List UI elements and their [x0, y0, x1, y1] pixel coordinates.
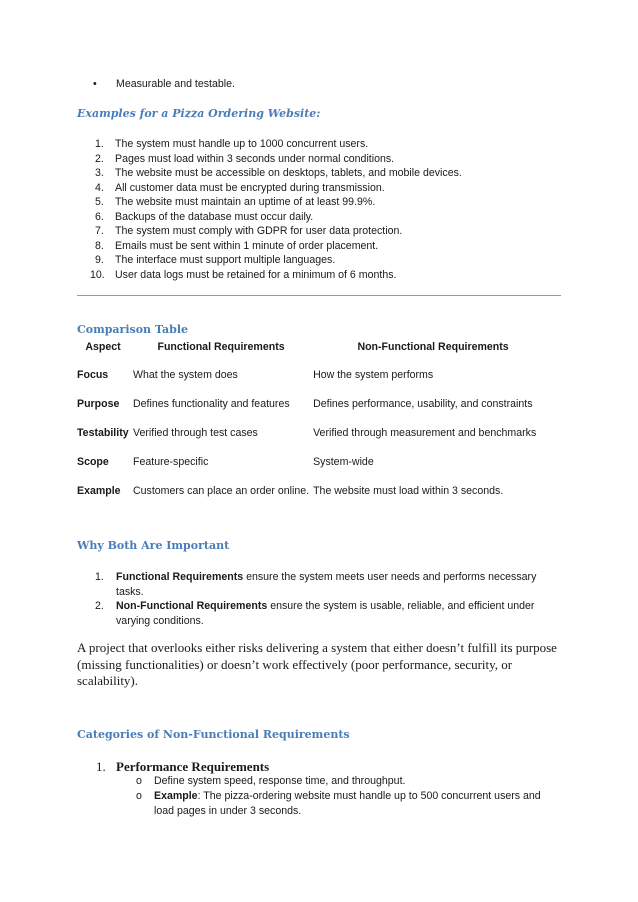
- list-item: [77, 152, 557, 167]
- table-cell-aspect: Testability: [77, 427, 129, 439]
- column-header-non-functional: Non-Functional Requirements: [357, 341, 509, 353]
- why-item: [116, 599, 556, 628]
- horizontal-divider: [77, 295, 561, 296]
- sub-item-label: Example: [154, 790, 198, 802]
- list-item: [77, 210, 557, 225]
- bullet-text: Measurable and testable.: [116, 78, 235, 90]
- why-item-bold: Non-Functional Requirements: [116, 600, 268, 612]
- table-cell-functional: Verified through test cases: [133, 427, 258, 439]
- why-item-text: ensure the system meets user needs and performs necessary: [243, 571, 537, 583]
- table-cell-functional: Customers can place an order online.: [133, 485, 310, 497]
- table-cell-non-functional: Verified through measurement and benchmarks: [313, 427, 537, 439]
- table-cell-functional: What the system does: [133, 369, 238, 381]
- list-item: [77, 224, 557, 239]
- why-item: [116, 570, 556, 599]
- list-text: Emails must be sent within 1 minute of order placement.: [115, 239, 379, 252]
- table-cell-aspect: Purpose: [77, 398, 120, 410]
- list-number: 3.: [95, 167, 104, 179]
- column-header-functional: Functional Requirements: [157, 341, 285, 353]
- why-item-text: ensure the system is usable, reliable, and efficient under: [267, 600, 535, 612]
- why-item-bold: Functional Requirements: [116, 571, 244, 583]
- table-row: [75, 427, 555, 456]
- category-title: Performance Requirements: [116, 759, 270, 774]
- sub-item: [154, 789, 554, 818]
- table-cell-aspect: Scope: [77, 456, 109, 468]
- list-text: The website must maintain an uptime of at least 99.9%.: [115, 196, 376, 208]
- table-cell-non-functional: How the system performs: [313, 369, 434, 381]
- table-cell-non-functional: System-wide: [313, 456, 374, 468]
- list-number: 6.: [95, 210, 104, 223]
- list-item: [77, 195, 557, 210]
- examples-list: [77, 137, 557, 282]
- paragraph-line: scalability).: [77, 673, 139, 688]
- table-row: [75, 369, 555, 398]
- list-number: 7.: [95, 225, 104, 237]
- sub-item-text: Define system speed, response time, and throughput.: [154, 775, 406, 787]
- list-text: The interface must support multiple languages.: [115, 254, 336, 266]
- column-header-aspect: Aspect: [85, 341, 121, 353]
- why-item-number: 1.: [95, 571, 104, 583]
- list-text: Backups of the database must occur daily.: [115, 210, 314, 223]
- list-item: [77, 239, 557, 254]
- bullet-symbol: •: [93, 78, 97, 90]
- categories-heading: Categories of Non-Functional Requirements: [77, 728, 350, 741]
- table-cell-functional: Feature-specific: [133, 456, 209, 468]
- table-cell-non-functional: Defines performance, usability, and constraints: [313, 398, 533, 410]
- category-number: 1.: [96, 759, 106, 774]
- sub-bullet-symbol: o: [136, 790, 142, 802]
- list-number: 1.: [95, 138, 104, 150]
- comparison-table: [75, 336, 555, 514]
- list-number: 2.: [95, 152, 104, 165]
- list-item: [77, 166, 557, 181]
- examples-heading: Examples for a Pizza Ordering Website:: [77, 107, 321, 120]
- list-text: All customer data must be encrypted during transmission.: [115, 181, 385, 194]
- list-number: 10.: [90, 268, 105, 281]
- comparison-heading: Comparison Table: [77, 323, 189, 336]
- bullet-item: [93, 77, 97, 92]
- list-item: [77, 137, 557, 152]
- table-header-row: [75, 336, 555, 369]
- why-item-text-continued: varying conditions.: [116, 614, 204, 627]
- paragraph-line: A project that overlooks either risks delivering a system that either doesn’t fulfill its purpose: [77, 640, 557, 655]
- table-cell-functional: Defines functionality and features: [133, 398, 290, 410]
- list-item: [77, 181, 557, 196]
- sub-item-text-continued: load pages in under 3 seconds.: [154, 804, 302, 817]
- table-row: [75, 456, 555, 485]
- list-text: Pages must load within 3 seconds under normal conditions.: [115, 152, 395, 165]
- list-text: User data logs must be retained for a minimum of 6 months.: [115, 268, 397, 281]
- list-number: 8.: [95, 239, 104, 252]
- table-cell-non-functional: The website must load within 3 seconds.: [313, 485, 504, 497]
- list-number: 4.: [95, 181, 104, 194]
- why-item-text-continued: tasks.: [116, 585, 144, 598]
- table-cell-aspect: Example: [77, 485, 121, 497]
- list-item: [77, 268, 557, 283]
- list-text: The system must comply with GDPR for user data protection.: [115, 225, 403, 237]
- why-item-number: 2.: [95, 600, 104, 612]
- list-item: [77, 253, 557, 268]
- list-number: 9.: [95, 254, 104, 266]
- paragraph-line: (missing functionalities) or doesn’t work effectively (poor performance, security, or: [77, 656, 513, 672]
- table-row: [75, 398, 555, 427]
- list-text: The system must handle up to 1000 concurrent users.: [115, 138, 369, 150]
- table-cell-aspect: Focus: [77, 369, 109, 381]
- why-heading: Why Both Are Important: [77, 539, 230, 552]
- table-row: [75, 485, 555, 514]
- list-number: 5.: [95, 196, 104, 208]
- sub-item-text: : The pizza-ordering website must handle up to 500 concurrent users and: [197, 790, 541, 802]
- list-text: The website must be accessible on desktops, tablets, and mobile devices.: [115, 167, 462, 179]
- sub-bullet-symbol: o: [136, 775, 142, 787]
- body-paragraph: [77, 640, 563, 690]
